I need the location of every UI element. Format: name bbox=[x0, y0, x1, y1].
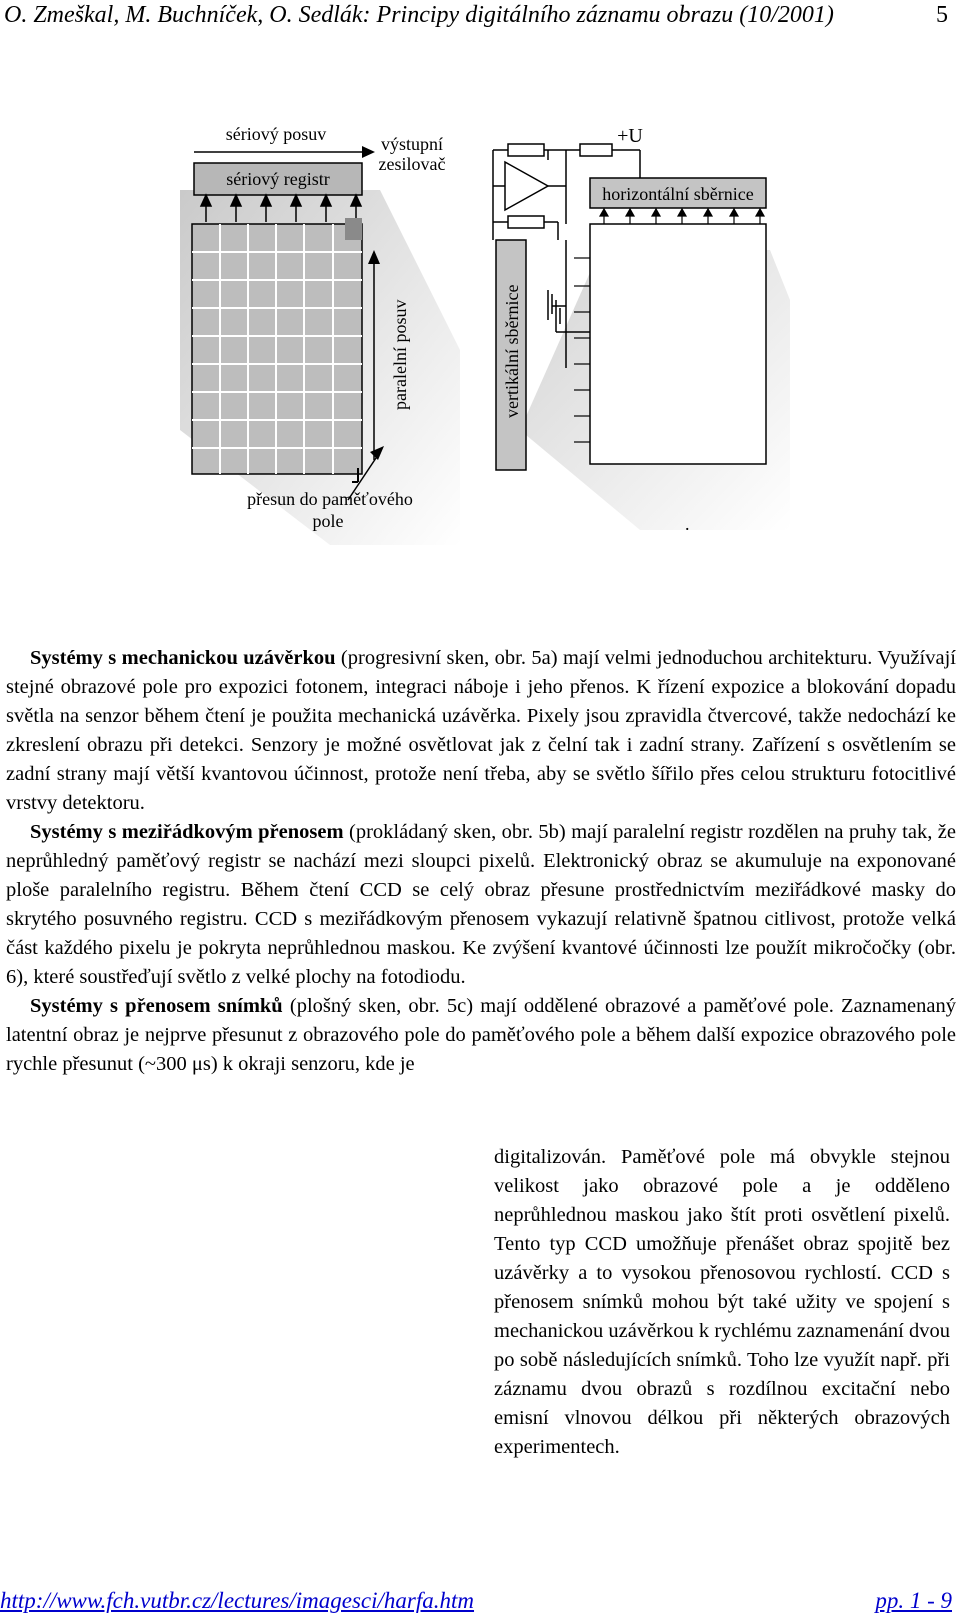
output-amp-label-1: výstupní bbox=[380, 134, 444, 154]
serial-shift-label: sériový posuv bbox=[225, 124, 327, 144]
vertical-bus-label: vertikální sběrnice bbox=[502, 284, 522, 418]
paragraph-text: (plošný sken, obr. 5c) mají oddělené obrazové a paměťové pole. Zaznamenaný latentní obraz je nejprve přesunut z obrazového pole do paměťového pole a během další expozice obrazového pole rychle přesunut (~300 μs) k okraji senzoru, kde je bbox=[6, 995, 957, 1075]
parallel-shift-label: paralelní posuv bbox=[390, 299, 410, 410]
footer-url-link[interactable]: http://www.fch.vutbr.cz/lectures/imagesci/harfa.htm bbox=[0, 1588, 475, 1613]
header-page-number: 5 bbox=[936, 2, 948, 28]
right-diagram bbox=[493, 125, 790, 534]
page-footer bbox=[0, 1588, 960, 1616]
page-header bbox=[4, 2, 956, 32]
article-body bbox=[6, 644, 956, 1079]
horizontal-bus-arrows bbox=[600, 209, 764, 224]
paragraph-text: (prokládaný sken, obr. 5b) mají paralelní registr rozdělen na pruhy tak, že neprůhledný paměťový registr se nachází mezi sloupci pixelů. Elektronický obraz se akumuluje na exponované ploše paralelního registru. Během čtení CCD se celý obraz přesune prostřednictvím meziřádkové masky do skrytého posuvného registru. CCD s meziřádkovým přenosem vykazují relativně špatnou citlivost, protože velká část každého pixelu je pokryta neprůhlednou maskou. Ke zvýšení kvantové účinnosti lze použít mikročočky (obr. 6), které soustřeďují světlo z velké plochy na fotodiodu. bbox=[6, 821, 956, 988]
plus-u-label: +U bbox=[617, 125, 643, 147]
resistor-2 bbox=[580, 144, 612, 156]
footer-page-range: pp. 1 - 9 bbox=[875, 1588, 952, 1613]
resistor-3 bbox=[508, 216, 544, 228]
figure-svg bbox=[0, 100, 960, 560]
image-area bbox=[590, 224, 766, 464]
paragraph-lead: Systémy s přenosem snímků bbox=[30, 995, 283, 1017]
output-amp-label-2: zesilovač bbox=[378, 154, 446, 174]
paragraph-text: (progresivní sken, obr. 5a) mají velmi jednoduchou architekturu. Využívají stejné obrazové pole pro expozici fotonem, integraci náboje i jeho přenos. K řízení expozice a blokování dopadu světla na senzor během čtení je použita mechanická uzávěrka. Pixely jsou zpravidla čtvercové, takže nedochází ke zkreslení obrazu při detekci. Senzory je možné osvětlovat jak z čelní tak i zadní strany. Zařízení s osvětlením se zadní strany mají větší kvantovou účinnost, protože není třeba, aby se světlo šířilo přes celou strukturu fotocitlivé vrstvy detektoru. bbox=[6, 647, 956, 814]
paragraph-mechanical-shutter bbox=[6, 644, 956, 818]
transfer-label-1: přesun do paměťového bbox=[247, 489, 413, 509]
amplifier-triangle bbox=[505, 162, 548, 210]
serial-register-label: sériový registr bbox=[226, 169, 330, 189]
serial-shift-arrowhead bbox=[362, 146, 375, 158]
horizontal-bus-label: horizontální sběrnice bbox=[602, 184, 754, 204]
transfer-label-2: pole bbox=[312, 511, 344, 531]
figure-dot: . bbox=[685, 514, 690, 534]
paragraph-lead: Systémy s mechanickou uzávěrkou bbox=[30, 647, 336, 669]
left-diagram bbox=[180, 124, 460, 545]
ccd-architecture-figure bbox=[0, 100, 960, 560]
frame-transfer-column: digitalizován. Paměťové pole má obvykle stejnou velikost jako obrazové pole a je odděleno neprůhlednou maskou jako štít proti osvětlení pixelů. Tento typ CCD umožňuje přenášet obraz spojitě bez uzávěrky a to vysokou přenosovou rychlostí. CCD s přenosem snímků mohou být také užity ve spojení s mechanickou uzávěrkou k rychlému zaznamenání dvou po sobě následujících snímků. Toho lze využít např. při záznamu dvou obrazů s rozdílnou excitační nebo emisní vlnovou délkou při některých obrazových experimentech. bbox=[494, 1146, 950, 1458]
paragraph-frame-transfer bbox=[6, 992, 956, 1079]
paragraph-interline-transfer bbox=[6, 818, 956, 992]
header-citation: O. Zmeškal, M. Buchníček, O. Sedlák: Principy digitálního záznamu obrazu (10/2001) bbox=[4, 2, 834, 28]
resistor-1 bbox=[508, 144, 544, 156]
paragraph-lead: Systémy s meziřádkovým přenosem bbox=[30, 821, 344, 843]
